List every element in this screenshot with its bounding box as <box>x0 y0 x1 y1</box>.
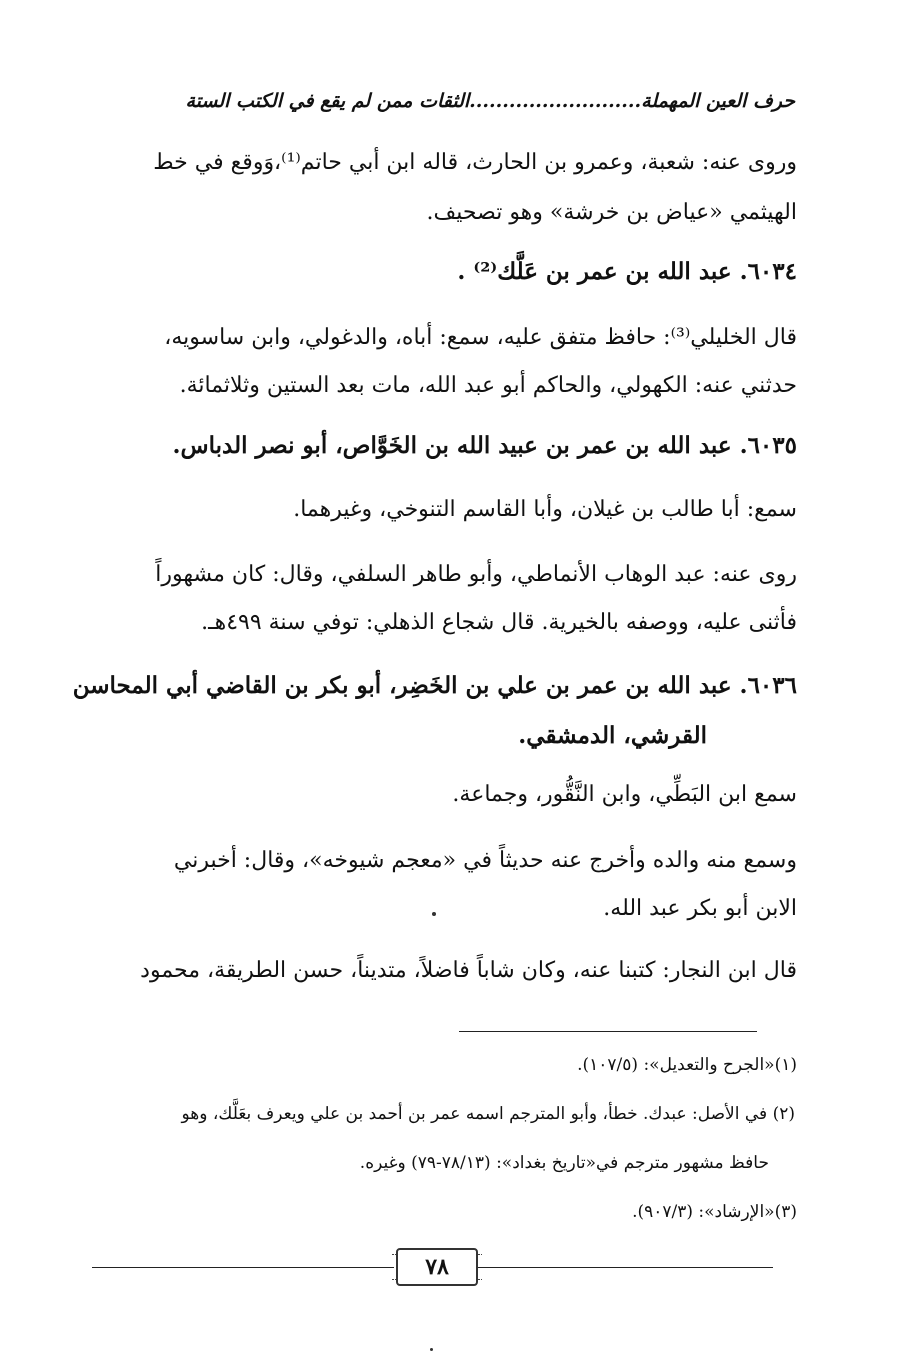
text-line: الابن أبو بكر عبد الله. <box>603 896 797 921</box>
footnote-2: (٢) في الأصل: عبدك. خطأ، وأبو المترجم اسمه عمر بن أحمد بن علي ويعرف بعَلَّك، وهو <box>181 1104 795 1124</box>
bottom-rule-right <box>478 1267 773 1268</box>
text-line: سمع ابن البَطِّي، وابن النَّقُّور، وجماعة. <box>452 782 797 807</box>
footnote-1: (١)«الجرح والتعديل»: (١٠٧/٥). <box>577 1055 797 1075</box>
page-number: ٧٨ <box>396 1248 478 1286</box>
text-line: الهيثمي «عياض بن خرشة» وهو تصحيف. <box>426 200 797 225</box>
text-line: وسمع منه والده وأخرج عنه حديثاً في «معجم شيوخه»، وقال: أخبرني <box>173 848 797 873</box>
entry-heading-6034: ٦٠٣٤. عبد الله بن عمر بن عَلَّك⁽²⁾ . <box>457 258 797 285</box>
footnote-2-cont: حافظ مشهور مترجم في«تاريخ بغداد»: (٧٨/١٣-٧٩) وغيره. <box>359 1153 769 1173</box>
text-line: حدثني عنه: الكهولي، والحاكم أبو عبد الله، مات بعد الستين وثلاثمائة. <box>179 373 797 398</box>
text-line: سمع: أبا طالب بن غيلان، وأبا القاسم التنوخي، وغيرهما. <box>293 497 797 522</box>
text-line: وروى عنه: شعبة، وعمرو بن الحارث، قاله ابن أبي حاتم⁽¹⁾،وَوقع في خط <box>153 150 797 175</box>
footnote-separator <box>459 1031 757 1032</box>
ink-speck <box>432 912 436 916</box>
entry-heading-6036-cont: القرشي، الدمشقي. <box>518 722 707 749</box>
footnote-3: (٣)«الإرشاد»: (٩٠٧/٣). <box>632 1202 797 1222</box>
text-line: فأثنى عليه، ووصفه بالخيرية. قال شجاع الذهلي: توفي سنة ٤٩٩هـ. <box>201 610 797 635</box>
entry-heading-6035: ٦٠٣٥. عبد الله بن عمر بن عبيد الله بن الخَوَّاص، أبو نصر الدباس. <box>172 432 797 459</box>
running-header: حرف العين المهملة..........................الثقات ممن لم يقع في الكتب الستة <box>185 90 795 112</box>
text-line: قال الخليلي⁽³⁾: حافظ متفق عليه، سمع: أباه، والدغولي، وابن ساسويه، <box>164 325 797 350</box>
ink-speck <box>430 1348 433 1351</box>
bottom-rule-left <box>92 1267 394 1268</box>
text-line: روى عنه: عبد الوهاب الأنماطي، وأبو طاهر السلفي، وقال: كان مشهوراً <box>155 562 797 587</box>
text-line: قال ابن النجار: كتبنا عنه، وكان شاباً فاضلاً، متديناً، حسن الطريقة، محمود <box>140 958 797 983</box>
entry-heading-6036: ٦٠٣٦. عبد الله بن عمر بن علي بن الخَضِر، أبو بكر بن القاضي أبي المحاسن <box>72 672 797 699</box>
